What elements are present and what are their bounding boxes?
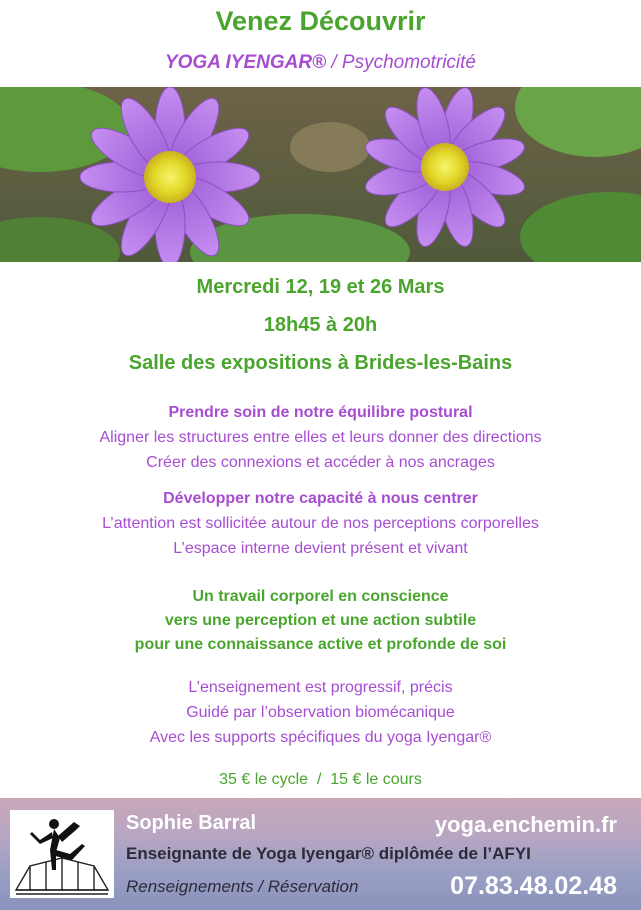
yoga-pose-logo-icon <box>10 810 114 898</box>
teacher-name: Sophie Barral <box>126 812 257 834</box>
block1-heading: Prendre soin de notre équilibre postural <box>168 404 473 421</box>
block2-line: L’attention est sollicitée autour de nos perceptions corporelles <box>102 515 539 532</box>
subtitle-separator: / <box>326 52 342 73</box>
block4-line: Guidé par l’observation biomécanique <box>186 704 455 721</box>
block2-line: L’espace interne devient présent et vivant <box>173 540 468 557</box>
subtitle <box>0 52 641 74</box>
block1-line: Créer des connexions et accéder à nos ancrages <box>146 454 495 471</box>
block2-heading: Développer notre capacité à nous centrer <box>163 490 478 507</box>
block1-line: Aligner les structures entre elles et leurs donner des directions <box>99 429 542 446</box>
prices: 35 € le cycle / 15 € le cours <box>219 771 422 788</box>
website-link[interactable]: yoga.enchemin.fr <box>434 812 617 837</box>
teacher-role: Enseignante de Yoga Iyengar® diplômée de l’AFYI <box>126 844 531 863</box>
block4-line: Avec les supports spécifiques du yoga Iyengar® <box>149 729 492 746</box>
yoga-logo <box>10 810 114 898</box>
event-time: 18h45 à 20h <box>263 314 378 336</box>
block3-line: pour une connaissance active et profonde de soi <box>134 636 507 653</box>
lotus-photo <box>0 87 641 262</box>
lotus-illustration <box>0 87 641 262</box>
page-title: Venez Découvrir <box>215 6 426 36</box>
subtitle-yoga: YOGA IYENGAR® <box>164 52 327 73</box>
subtitle-psychomotricite: Psychomotricité <box>341 52 477 73</box>
phone-number[interactable]: 07.83.48.02.48 <box>450 872 617 900</box>
event-dates: Mercredi 12, 19 et 26 Mars <box>196 276 445 298</box>
booking-info: Renseignements / Réservation <box>126 877 359 896</box>
footer-banner <box>0 798 641 910</box>
event-place: Salle des expositions à Brides-les-Bains <box>128 352 513 374</box>
block3-line: Un travail corporel en conscience <box>192 588 449 605</box>
block3-line: vers une perception et une action subtile <box>164 612 477 629</box>
block4-line: L’enseignement est progressif, précis <box>188 679 453 696</box>
